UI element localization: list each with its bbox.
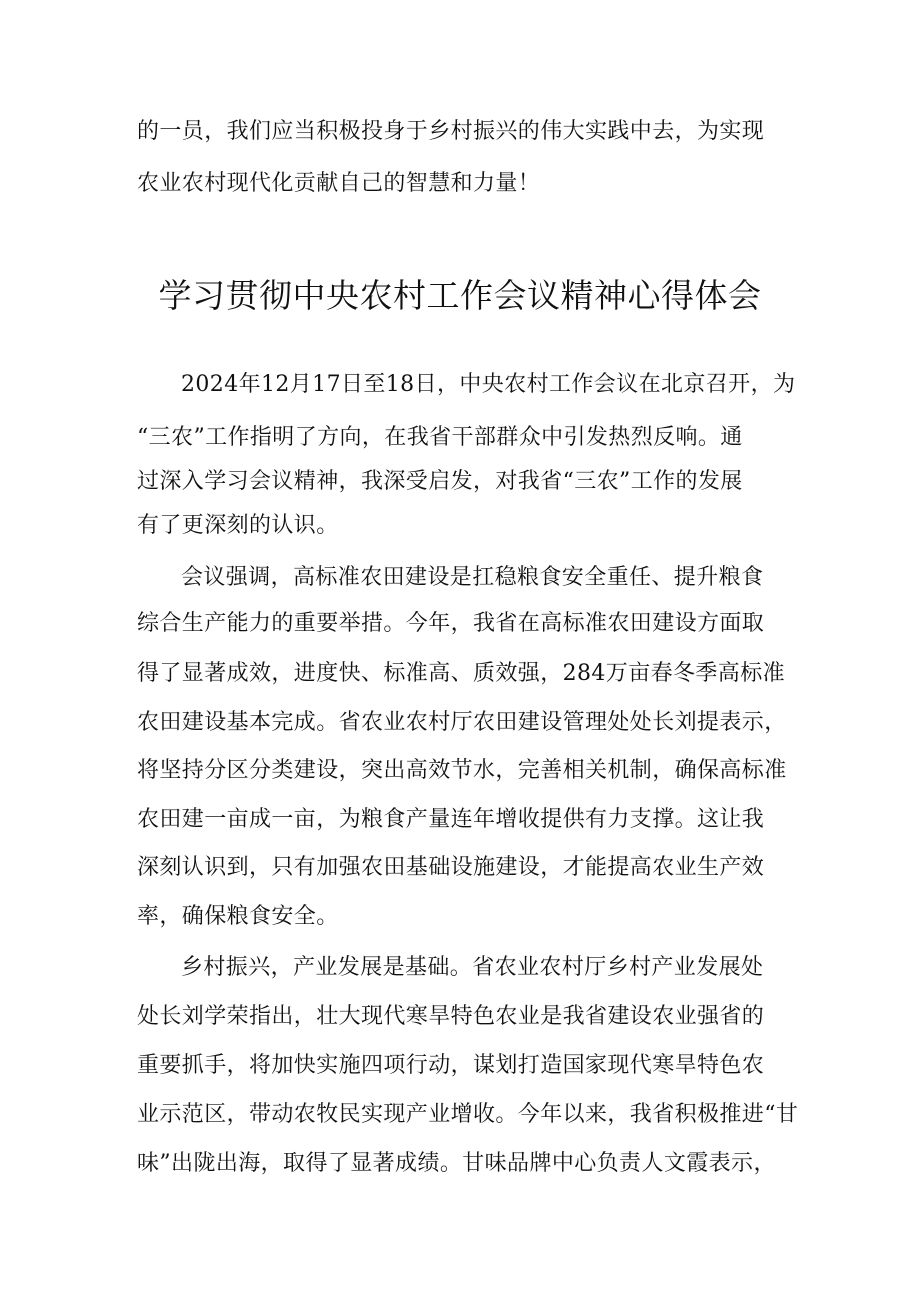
paragraph2-line-8: 率，确保粮食安全。 (137, 904, 339, 929)
paragraph2-line-1: 会议强调，高标准农田建设是扛稳粮食安全重任、提升粮食 (181, 565, 764, 590)
paragraph1-line-1: 2024年12月17日至18日，中央农村工作会议在北京召开，为 (181, 372, 796, 397)
paragraph3-line-1: 乡村振兴，产业发展是基础。省农业农村厅乡村产业发展处 (181, 955, 764, 980)
document-title: 学习贯彻中央农村工作会议精神心得体会 (158, 276, 762, 315)
paragraph3-line-3: 重要抓手，将加快实施四项行动，谋划打造国家现代寒旱特色农 (137, 1053, 765, 1078)
paragraph2-line-3: 得了显著成效，进度快、标准高、质效强，284万亩春冬季高标准 (137, 661, 785, 686)
paragraph2-line-7: 深刻认识到，只有加强农田基础设施建设，才能提高农业生产效 (137, 855, 765, 880)
intro-line-2: 农业农村现代化贡献自己的智慧和力量！ (137, 171, 541, 196)
paragraph1-line-4: 有了更深刻的认识。 (137, 513, 339, 538)
paragraph2-line-4: 农田建设基本完成。省农业农村厅农田建设管理处处长刘提表示， (137, 710, 787, 735)
paragraph2-line-2: 综合生产能力的重要举措。今年，我省在高标准农田建设方面取 (137, 611, 765, 636)
paragraph1-line-3: 过深入学习会议精神，我深受启发，对我省“三农”工作的发展 (137, 469, 743, 494)
paragraph3-line-2: 处长刘学荣指出，壮大现代寒旱特色农业是我省建设农业强省的 (137, 1004, 765, 1029)
paragraph3-line-5: 味”出陇出海，取得了显著成绩。甘味品牌中心负责人文霞表示， (137, 1151, 776, 1176)
paragraph3-line-4: 业示范区，带动农牧民实现产业增收。今年以来，我省积极推进“甘 (137, 1102, 799, 1127)
paragraph2-line-6: 农田建一亩成一亩，为粮食产量连年增收提供有力支撑。这让我 (137, 807, 765, 832)
paragraph2-line-5: 将坚持分区分类建设，突出高效节水，完善相关机制，确保高标准 (137, 758, 787, 783)
paragraph1-line-2: “三农”工作指明了方向，在我省干部群众中引发热烈反响。通 (137, 425, 743, 450)
intro-line-1: 的一员，我们应当积极投身于乡村振兴的伟大实践中去，为实现 (137, 119, 765, 144)
